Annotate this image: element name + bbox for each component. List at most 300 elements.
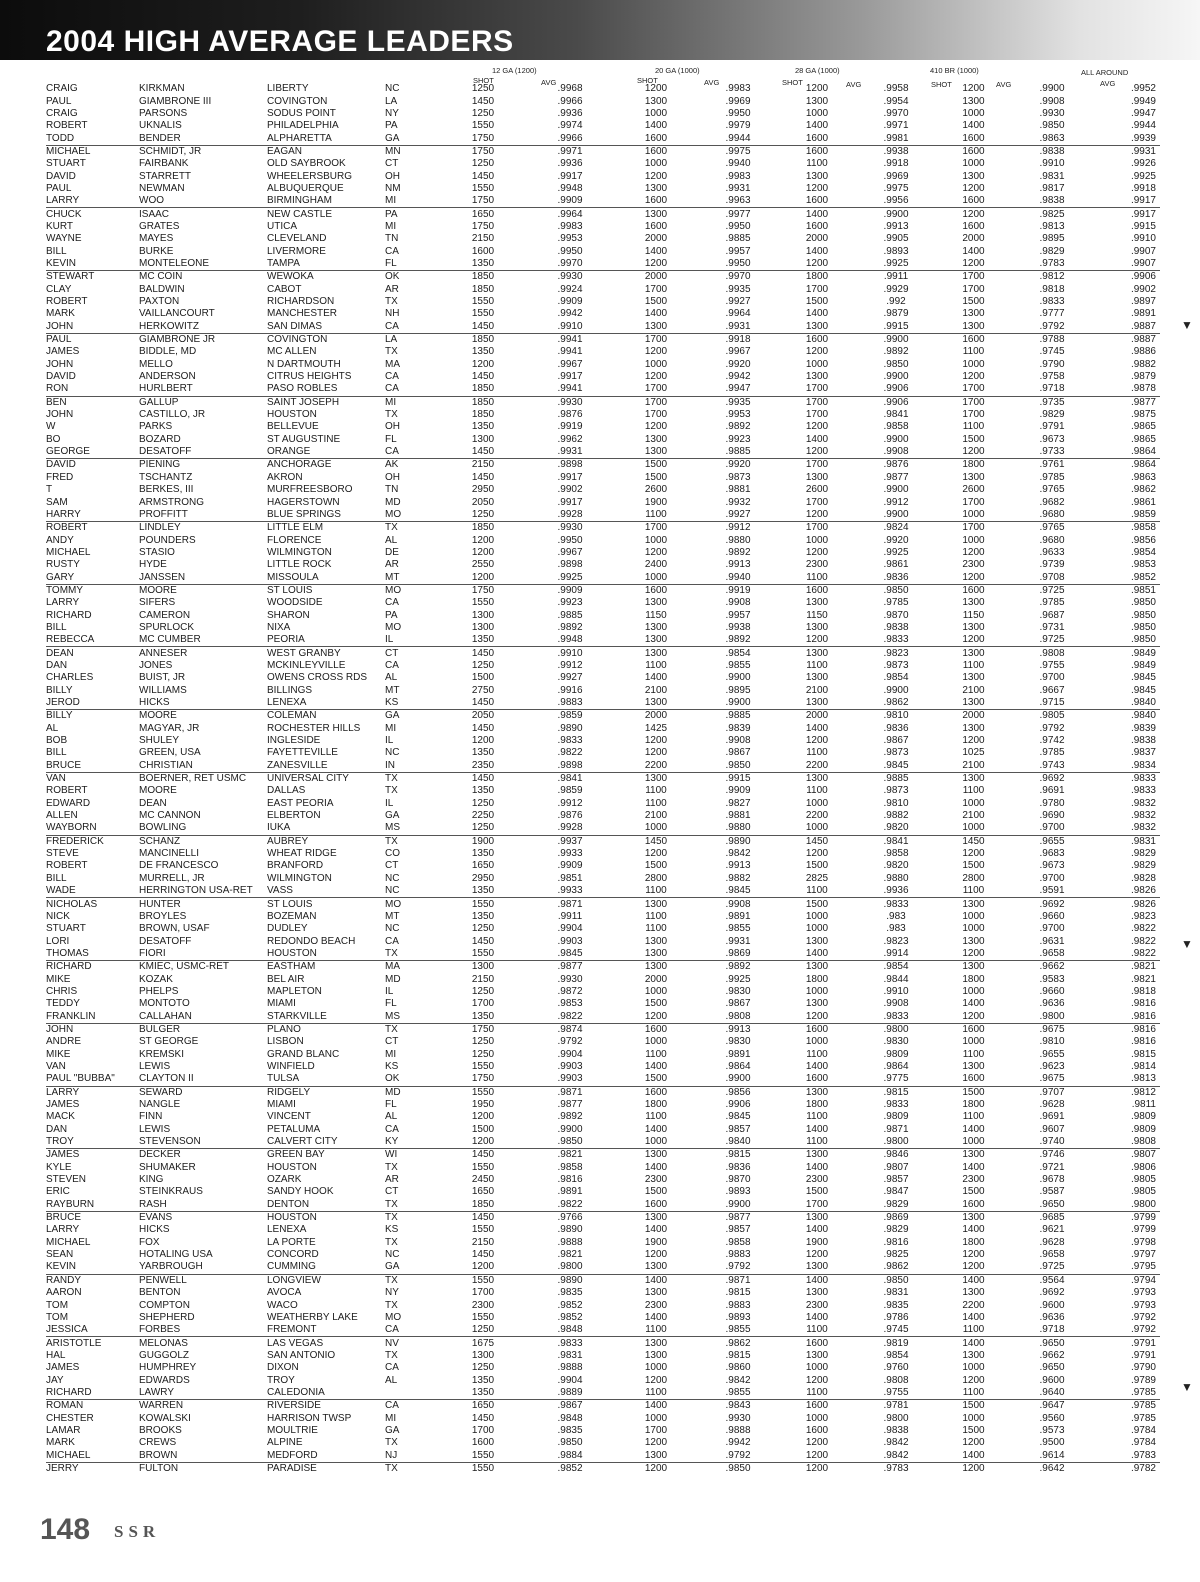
- city-cell: RIVERSIDE: [267, 1400, 385, 1413]
- shot-20ga-cell: 1300: [615, 1211, 697, 1224]
- shot-28ga-cell: 1200: [805, 257, 829, 269]
- state-cell: GA: [385, 1261, 400, 1273]
- shot-20ga-cell: 1100: [645, 1324, 667, 1336]
- avg-all-around-cell: .9865: [1130, 433, 1156, 445]
- avg-28ga-cell: .9882: [883, 810, 909, 822]
- shot-20ga-cell: 1100: [645, 1048, 667, 1060]
- state-cell: MD: [385, 1086, 441, 1099]
- shot-410-cell: 1200: [937, 1462, 1010, 1475]
- first-name-cell: GARY: [46, 571, 75, 583]
- shot-410-cell: 1200: [962, 634, 985, 646]
- first-name-cell: ANDY: [46, 534, 74, 546]
- first-name-cell: MACK: [46, 1111, 75, 1123]
- city-cell: NIXA: [267, 621, 291, 633]
- avg-20ga-cell: .9893: [725, 1311, 751, 1323]
- shot-12ga-cell: 1450: [471, 170, 495, 182]
- avg-all-around-cell: .9821: [1130, 973, 1156, 985]
- state-cell: OH: [385, 471, 400, 483]
- table-row: [46, 83, 1160, 95]
- city-cell: LA PORTE: [267, 1236, 316, 1248]
- avg-all-around-cell: .9851: [1094, 584, 1160, 597]
- last-name-cell: MOORE: [139, 710, 267, 723]
- shot-410-cell: 1600: [937, 145, 1010, 158]
- state-cell: NY: [385, 107, 399, 119]
- shot-410-cell: 1200: [962, 848, 985, 860]
- shot-410-cell: 1800: [937, 459, 1010, 472]
- shot-410-cell: 1100: [962, 346, 985, 358]
- avg-12ga-cell: .9852: [557, 1299, 583, 1311]
- shot-28ga-cell: 1300: [805, 697, 829, 709]
- avg-all-around-cell: .9829: [1130, 860, 1156, 872]
- last-name-cell: MELONAS: [139, 1337, 267, 1350]
- shot-12ga-cell: 1450: [471, 320, 495, 332]
- city-cell: BELLEVUE: [267, 421, 319, 433]
- shot-12ga-cell: 1350: [471, 634, 495, 646]
- shot-28ga-cell: 1400: [805, 1123, 829, 1135]
- last-name-cell: FINN: [139, 1111, 163, 1123]
- shot-28ga-cell: 1100: [806, 885, 828, 897]
- table-row: [46, 848, 1160, 860]
- avg-28ga-cell: .9810: [883, 797, 909, 809]
- avg-all-around-cell: .9850: [1130, 609, 1156, 621]
- state-cell: MS: [385, 1010, 400, 1022]
- avg-all-around-cell: .9805: [1130, 1174, 1156, 1186]
- shot-20ga-cell: 1000: [644, 534, 668, 546]
- header-avg-all: AVG: [1100, 79, 1116, 88]
- avg-20ga-cell: .9932: [725, 496, 751, 508]
- first-name-cell: JAMES: [46, 1362, 80, 1374]
- table-row: [46, 183, 1160, 195]
- city-cell: WILMINGTON: [267, 546, 332, 558]
- state-cell: GA: [385, 810, 400, 822]
- last-name-cell: CASTILLO, JR: [139, 409, 206, 421]
- avg-28ga-cell: .9925: [883, 546, 909, 558]
- avg-12ga-cell: .9877: [557, 1099, 583, 1111]
- avg-28ga-cell: .9867: [883, 735, 909, 747]
- shot-410-cell: 1200: [962, 571, 985, 583]
- header-shot-28: SHOT: [782, 78, 803, 87]
- first-name-cell: CHARLES: [46, 672, 94, 684]
- avg-28ga-cell: .9862: [883, 1261, 909, 1273]
- last-name-cell: HUMPHREY: [139, 1362, 197, 1374]
- avg-all-around-cell: .9806: [1130, 1161, 1156, 1173]
- shot-20ga-cell: 1800: [644, 1099, 668, 1111]
- avg-12ga-cell: .9930: [525, 396, 615, 409]
- shot-12ga-cell: 2150: [471, 233, 495, 245]
- first-name-cell: RANDY: [46, 1274, 139, 1287]
- last-name-cell: TSCHANTZ: [139, 471, 193, 483]
- avg-12ga-cell: .9948: [557, 634, 583, 646]
- first-name-cell: ROBERT: [46, 860, 88, 872]
- avg-410-cell: .9650: [1010, 1337, 1094, 1350]
- shot-20ga-cell: 1500: [644, 1186, 668, 1198]
- shot-410-cell: 1800: [962, 1236, 985, 1248]
- avg-28ga-cell: .9835: [883, 1299, 909, 1311]
- first-name-cell: VAN: [46, 1060, 66, 1072]
- shot-12ga-cell: 1450: [471, 935, 495, 947]
- avg-20ga-cell: .9935: [725, 283, 751, 295]
- shot-410-cell: 1300: [937, 647, 1010, 660]
- avg-28ga-cell: .9847: [883, 1186, 909, 1198]
- state-cell: TX: [385, 947, 398, 959]
- shot-20ga-cell: 1100: [645, 923, 667, 935]
- shot-28ga-cell: 1000: [805, 822, 829, 834]
- city-cell: AUBREY: [267, 835, 385, 848]
- last-name-cell: PROFFITT: [139, 508, 188, 520]
- table-row: [46, 634, 1160, 647]
- state-cell: KS: [385, 697, 399, 709]
- shot-410-cell: 1400: [962, 1449, 985, 1461]
- avg-28ga-cell: .9841: [883, 409, 909, 421]
- avg-all-around-cell: .9861: [1130, 496, 1156, 508]
- shot-410-cell: 1400: [962, 1161, 985, 1173]
- shot-12ga-cell: 1600: [471, 1437, 495, 1449]
- state-cell: IL: [385, 985, 394, 997]
- shot-410-cell: 1000: [962, 1136, 985, 1148]
- shot-410-cell: 1600: [937, 584, 1010, 597]
- shot-20ga-cell: 1150: [645, 609, 667, 621]
- shot-20ga-cell: 1300: [644, 634, 668, 646]
- avg-410-cell: .9607: [1039, 1123, 1065, 1135]
- last-name-cell: SCHMIDT, JR: [139, 145, 267, 158]
- last-name-cell: SEWARD: [139, 1086, 267, 1099]
- shot-12ga-cell: 1250: [471, 83, 495, 95]
- avg-20ga-cell: .9940: [725, 158, 751, 170]
- avg-410-cell: .9761: [1010, 459, 1094, 472]
- avg-12ga-cell: .9936: [557, 107, 583, 119]
- state-cell: MO: [385, 898, 441, 911]
- avg-12ga-cell: .9933: [557, 848, 583, 860]
- last-name-cell: HOTALING USA: [139, 1249, 213, 1261]
- shot-28ga-cell: 1000: [805, 1036, 829, 1048]
- table-row: [46, 1437, 1160, 1449]
- avg-410-cell: .9831: [1039, 170, 1065, 182]
- state-cell: IL: [385, 634, 394, 646]
- city-cell: MISSOULA: [267, 571, 319, 583]
- avg-all-around-cell: .9910: [1130, 233, 1156, 245]
- shot-12ga-cell: 2150: [471, 973, 495, 985]
- shot-28ga-cell: 1700: [779, 396, 855, 409]
- avg-12ga-cell: .9936: [557, 158, 583, 170]
- last-name-cell: HICKS: [139, 697, 170, 709]
- avg-12ga-cell: .9821: [525, 1149, 615, 1162]
- shot-28ga-cell: 1000: [805, 923, 829, 935]
- shot-28ga-cell: 1300: [805, 672, 829, 684]
- state-cell: PA: [385, 120, 398, 132]
- first-name-cell: LORI: [46, 935, 70, 947]
- shot-410-cell: 1300: [962, 170, 985, 182]
- avg-all-around-cell: .9879: [1130, 371, 1156, 383]
- shot-12ga-cell: 1250: [471, 659, 495, 671]
- last-name-cell: MURRELL, JR: [139, 872, 205, 884]
- shot-20ga-cell: 2100: [644, 810, 668, 822]
- city-cell: LITTLE ROCK: [267, 559, 332, 571]
- first-name-cell: PAUL: [46, 95, 72, 107]
- shot-12ga-cell: 1450: [441, 1211, 525, 1224]
- avg-all-around-cell: .9917: [1130, 195, 1156, 207]
- shot-28ga-cell: 1400: [805, 245, 829, 257]
- first-name-cell: MICHAEL: [46, 546, 91, 558]
- avg-12ga-cell: .9962: [557, 433, 583, 445]
- first-name-cell: JAY: [46, 1374, 64, 1386]
- last-name-cell: UKNALIS: [139, 120, 182, 132]
- avg-all-around-cell: .9864: [1130, 446, 1156, 458]
- shot-28ga-cell: 1300: [779, 1149, 855, 1162]
- shot-20ga-cell: 1200: [644, 735, 668, 747]
- first-name-cell: DEAN: [46, 647, 139, 660]
- avg-410-cell: .9685: [1010, 1211, 1094, 1224]
- avg-410-cell: .9636: [1039, 998, 1065, 1010]
- table-row: [46, 108, 1160, 120]
- shot-410-cell: 1200: [962, 371, 985, 383]
- avg-410-cell: .9808: [1010, 647, 1094, 660]
- avg-20ga-cell: .9935: [697, 396, 779, 409]
- header-all-around: ALL AROUND: [1081, 68, 1129, 77]
- shot-12ga-cell: 1850: [441, 271, 525, 284]
- last-name-cell: LEWIS: [139, 1060, 171, 1072]
- avg-28ga-cell: .9854: [855, 961, 937, 974]
- avg-20ga-cell: .9912: [697, 522, 779, 535]
- avg-410-cell: .9817: [1039, 182, 1065, 194]
- shot-20ga-cell: 1500: [615, 459, 697, 472]
- avg-12ga-cell: .9852: [525, 1462, 615, 1475]
- avg-all-around-cell: .9812: [1094, 1086, 1160, 1099]
- shot-410-cell: 1500: [962, 1186, 985, 1198]
- shot-28ga-cell: 1800: [805, 973, 829, 985]
- avg-20ga-cell: .9815: [725, 1287, 751, 1299]
- shot-28ga-cell: 2300: [805, 559, 829, 571]
- avg-410-cell: .9800: [1039, 1010, 1065, 1022]
- shot-12ga-cell: 2150: [441, 459, 525, 472]
- shot-410-cell: 1300: [962, 308, 985, 320]
- table-row: [46, 835, 1160, 848]
- avg-12ga-cell: .9941: [557, 346, 583, 358]
- avg-410-cell: .9690: [1039, 810, 1065, 822]
- shot-410-cell: 1300: [962, 1349, 985, 1361]
- avg-12ga-cell: .9928: [557, 822, 583, 834]
- first-name-cell: SAM: [46, 496, 68, 508]
- avg-28ga-cell: .9938: [855, 145, 937, 158]
- avg-12ga-cell: .9966: [557, 95, 583, 107]
- first-name-cell: RICHARD: [46, 961, 139, 974]
- avg-410-cell: .9692: [1010, 772, 1094, 785]
- first-name-cell: FRED: [46, 471, 74, 483]
- last-name-cell: CLAYTON II: [139, 1073, 194, 1085]
- table-row: [46, 195, 1160, 208]
- avg-410-cell: .9692: [1039, 1287, 1065, 1299]
- shot-28ga-cell: 1700: [805, 383, 829, 395]
- shot-12ga-cell: 1750: [441, 145, 525, 158]
- last-name-cell: STARRETT: [139, 170, 192, 182]
- shot-410-cell: 1200: [962, 446, 985, 458]
- first-name-cell: STEWART: [46, 271, 139, 284]
- avg-28ga-cell: .9816: [883, 1236, 909, 1248]
- shot-410-cell: 1400: [962, 1224, 985, 1236]
- state-cell: NV: [385, 1337, 441, 1350]
- shot-28ga-cell: 1000: [805, 1362, 829, 1374]
- last-name-cell: MOORE: [139, 584, 267, 597]
- state-cell: MN: [385, 145, 441, 158]
- shot-28ga-cell: 1000: [805, 534, 829, 546]
- avg-28ga-cell: .9785: [883, 597, 909, 609]
- first-name-cell: BILLY: [46, 684, 73, 696]
- state-cell: CA: [385, 446, 399, 458]
- shot-12ga-cell: 1550: [471, 1449, 495, 1461]
- shot-410-cell: 1100: [962, 1324, 985, 1336]
- avg-20ga-cell: .9892: [725, 421, 751, 433]
- city-cell: DALLAS: [267, 785, 306, 797]
- shot-20ga-cell: 1300: [615, 898, 697, 911]
- shot-20ga-cell: 2400: [644, 559, 668, 571]
- last-name-cell: MC CUMBER: [139, 634, 201, 646]
- leaders-table: [46, 83, 1160, 1475]
- avg-12ga-cell: .9891: [557, 1186, 583, 1198]
- last-name-cell: ARMSTRONG: [139, 496, 204, 508]
- city-cell: ORANGE: [267, 446, 311, 458]
- avg-all-around-cell: .9906: [1094, 271, 1160, 284]
- avg-12ga-cell: .9766: [525, 1211, 615, 1224]
- table-row: [46, 1023, 1160, 1036]
- avg-all-around-cell: .9862: [1130, 484, 1156, 496]
- shot-28ga-cell: 1300: [805, 1349, 829, 1361]
- shot-410-cell: 1400: [962, 998, 985, 1010]
- avg-28ga-cell: .9809: [883, 1048, 909, 1060]
- shot-28ga-cell: 1300: [805, 597, 829, 609]
- first-name-cell: ANDRE: [46, 1036, 82, 1048]
- shot-12ga-cell: 1250: [471, 797, 495, 809]
- shot-410-cell: 1200: [962, 182, 985, 194]
- shot-12ga-cell: 1200: [471, 571, 495, 583]
- shot-410-cell: 1100: [962, 1111, 985, 1123]
- avg-all-around-cell: .9949: [1130, 95, 1156, 107]
- last-name-cell: DECKER: [139, 1149, 267, 1162]
- state-cell: AK: [385, 459, 441, 472]
- avg-all-around-cell: .9840: [1130, 697, 1156, 709]
- shot-12ga-cell: 1650: [471, 860, 495, 872]
- table-row: [46, 371, 1160, 383]
- state-cell: MA: [385, 358, 400, 370]
- city-cell: WEWOKA: [267, 271, 385, 284]
- avg-28ga-cell: .9844: [883, 973, 909, 985]
- shot-28ga-cell: 1200: [805, 1374, 829, 1386]
- city-cell: ALPHARETTA: [267, 132, 332, 144]
- shot-28ga-cell: 1000: [805, 1412, 829, 1424]
- first-name-cell: KURT: [46, 220, 74, 232]
- city-cell: ANCHORAGE: [267, 459, 385, 472]
- shot-20ga-cell: 1300: [615, 208, 697, 221]
- avg-20ga-cell: .9883: [725, 1249, 751, 1261]
- city-cell: HOUSTON: [267, 1211, 385, 1224]
- shot-12ga-cell: 1750: [441, 584, 525, 597]
- shot-28ga-cell: 1700: [805, 1198, 829, 1210]
- avg-410-cell: .9700: [1039, 872, 1065, 884]
- avg-12ga-cell: .9970: [557, 257, 583, 269]
- state-cell: FL: [385, 257, 397, 269]
- avg-20ga-cell: .9891: [725, 1048, 751, 1060]
- shot-28ga-cell: 2600: [805, 484, 829, 496]
- city-cell: PETALUMA: [267, 1123, 321, 1135]
- shot-410-cell: 1000: [962, 985, 985, 997]
- state-cell: MS: [385, 822, 400, 834]
- shot-20ga-cell: 1400: [644, 1161, 668, 1173]
- avg-all-around-cell: .9834: [1130, 759, 1156, 771]
- first-name-cell: MARK: [46, 308, 75, 320]
- avg-20ga-cell: .9855: [725, 1324, 751, 1336]
- shot-410-cell: 1300: [962, 95, 985, 107]
- shot-20ga-cell: 1500: [644, 998, 668, 1010]
- city-cell: MOULTRIE: [267, 1424, 318, 1436]
- state-cell: CA: [385, 383, 399, 395]
- shot-20ga-cell: 1600: [615, 145, 697, 158]
- avg-all-around-cell: .9856: [1130, 534, 1156, 546]
- avg-20ga-cell: .9918: [697, 333, 779, 346]
- avg-20ga-cell: .9854: [697, 647, 779, 660]
- table-row: [46, 1462, 1160, 1475]
- shot-410-cell: 2100: [962, 759, 985, 771]
- shot-20ga-cell: 1300: [644, 697, 668, 709]
- first-name-cell: ROBERT: [46, 522, 139, 535]
- shot-20ga-cell: 1600: [615, 1023, 697, 1036]
- table-row: [46, 383, 1160, 396]
- city-cell: DENTON: [267, 1198, 310, 1210]
- first-name-cell: BRUCE: [46, 759, 82, 771]
- table-row: [46, 559, 1160, 571]
- shot-20ga-cell: 1200: [615, 1462, 697, 1475]
- avg-28ga-cell: .983: [886, 923, 906, 935]
- shot-12ga-cell: 1200: [471, 1111, 495, 1123]
- avg-all-around-cell: .9850: [1130, 597, 1156, 609]
- avg-28ga-cell: .9906: [855, 396, 937, 409]
- table-row: [46, 421, 1160, 433]
- shot-20ga-cell: 1425: [644, 722, 668, 734]
- avg-20ga-cell: .9827: [725, 797, 751, 809]
- table-row: [46, 346, 1160, 358]
- first-name-cell: HARRY: [46, 508, 81, 520]
- shot-28ga-cell: 1400: [779, 1274, 855, 1287]
- avg-all-around-cell: .9865: [1130, 421, 1156, 433]
- shot-20ga-cell: 2600: [644, 484, 668, 496]
- shot-20ga-cell: 1300: [615, 961, 697, 974]
- last-name-cell: ISAAC: [139, 208, 267, 221]
- shot-28ga-cell: 1000: [805, 985, 829, 997]
- state-cell: CT: [385, 1186, 399, 1198]
- avg-20ga-cell: .9970: [697, 271, 779, 284]
- last-name-cell: EDWARDS: [139, 1374, 190, 1386]
- shot-28ga-cell: 1800: [779, 271, 855, 284]
- shot-28ga-cell: 1700: [805, 409, 829, 421]
- avg-28ga-cell: .9833: [883, 634, 909, 646]
- shot-12ga-cell: 1850: [441, 396, 525, 409]
- margin-mark: ▼: [1181, 1380, 1193, 1394]
- shot-20ga-cell: 1700: [615, 522, 697, 535]
- avg-20ga-cell: .9836: [725, 1161, 751, 1173]
- city-cell: SAN DIMAS: [267, 320, 323, 332]
- shot-28ga-cell: 1700: [805, 283, 829, 295]
- avg-20ga-cell: .9920: [725, 358, 751, 370]
- state-cell: CA: [385, 371, 399, 383]
- shot-20ga-cell: 1000: [644, 571, 668, 583]
- state-cell: OH: [385, 421, 400, 433]
- avg-410-cell: .9818: [1039, 283, 1065, 295]
- table-row: [46, 923, 1160, 935]
- city-cell: BLUE SPRINGS: [267, 508, 341, 520]
- city-cell: LONGVIEW: [267, 1274, 385, 1287]
- shot-410-cell: 1000: [962, 797, 985, 809]
- table-body: [46, 83, 1160, 1475]
- shot-20ga-cell: 1100: [645, 1386, 667, 1398]
- last-name-cell: ANNESER: [139, 647, 267, 660]
- shot-410-cell: 1700: [962, 496, 985, 508]
